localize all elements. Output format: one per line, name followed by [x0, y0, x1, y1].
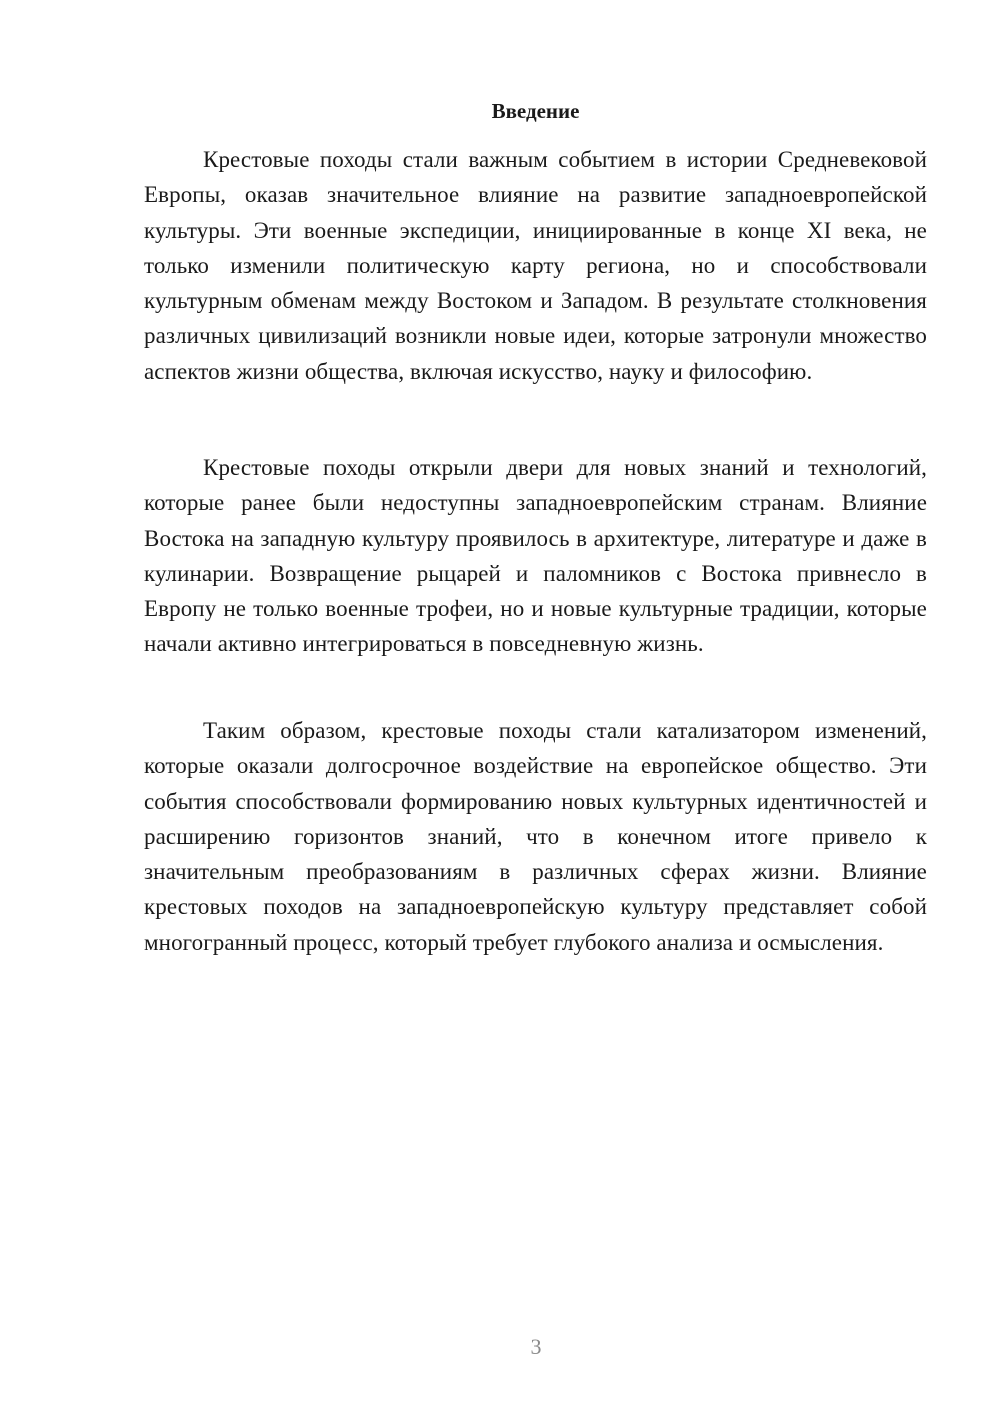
paragraph-1: Крестовые походы стали важным событием в истории Средневековой Европы, оказав значительное влияние на развитие западноевропейской культуры. Эти военные экспедиции, инициированные в конце XI века, не только изменили политическую карту региона, но и способствовали культурным обменам между Востоком и Западом. В результате столкновения различных цивилизаций возникли новые идеи, которые затронули множество аспектов жизни общества, включая искусство, науку и философию. [144, 147, 927, 384]
paragraph-2: Крестовые походы открыли двери для новых знаний и технологий, которые ранее были недоступны западноевропейским странам. Влияние Востока на западную культуру проявилось в архитектуре, литературе и даже в кулинарии. Возвращение рыцарей и паломников с Востока привнесло в Европу не только военные трофеи, но и новые культурные традиции, которые начали активно интегрироваться в повседневную жизнь. [144, 455, 927, 657]
page-number: 3 [530, 1334, 542, 1359]
paragraph-3: Таким образом, крестовые походы стали катализатором изменений, которые оказали долгосрочное воздействие на европейское общество. Эти события способствовали формированию новых культурных идентичностей и расширению горизонтов знаний, что в конечном итоге привело к значительным преобразованиям в различных сферах жизни. Влияние крестовых походов на западноевропейскую культуру представляет собой многогранный процесс, который требует глубокого анализа и осмысления. [144, 718, 927, 955]
section-title: Введение [491, 99, 580, 123]
